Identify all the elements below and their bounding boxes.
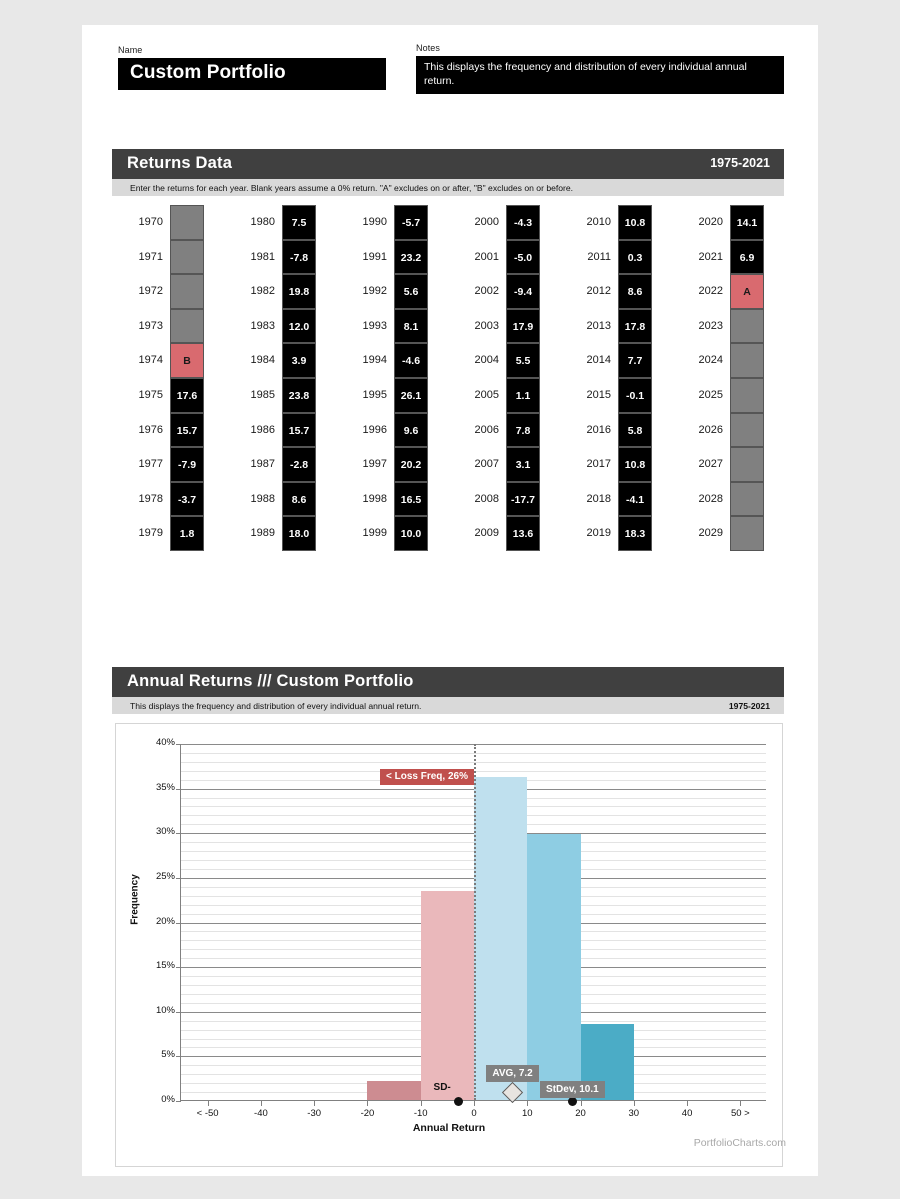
return-year-label: 2009	[474, 527, 499, 540]
returns-row	[230, 447, 330, 482]
returns-row	[678, 378, 778, 413]
return-year-label: 2020	[698, 216, 723, 228]
returns-row	[342, 309, 442, 344]
x-axis-tick-label: 20	[575, 1108, 586, 1119]
return-value-cell[interactable]: 8.1	[394, 309, 428, 344]
x-axis-tick-mark	[581, 1101, 582, 1106]
return-year-label: 2021	[698, 250, 723, 263]
returns-row	[230, 274, 330, 309]
return-year-label: 2001	[474, 250, 499, 263]
returns-column	[342, 205, 442, 551]
histogram-bar	[527, 834, 580, 1100]
returns-row	[678, 205, 778, 240]
return-year-label: 2026	[698, 423, 723, 436]
x-axis-tick-mark	[527, 1101, 528, 1106]
returns-row	[118, 343, 218, 378]
returns-row	[118, 482, 218, 517]
return-year-label: 1980	[250, 216, 275, 228]
return-year-label: 1994	[362, 354, 387, 367]
notes-label: Notes	[416, 43, 441, 53]
returns-row	[230, 482, 330, 517]
y-axis-tick-mark	[176, 833, 181, 834]
return-year-label: 1984	[250, 354, 275, 367]
return-year-label: 2003	[474, 319, 499, 332]
returns-row	[678, 274, 778, 309]
portfolio-name-input[interactable]: Custom Portfolio	[118, 58, 386, 90]
returns-instructions-text: Enter the returns for each year. Blank years assume a 0% return. "A" excludes on or after, "B" excludes on or before.	[130, 183, 574, 193]
return-value-cell[interactable]: 5.8	[618, 413, 652, 448]
return-year-label: 2019	[586, 527, 611, 540]
chart-plot-area	[155, 737, 766, 1119]
return-value-cell[interactable]	[170, 309, 204, 344]
return-value-cell[interactable]	[730, 447, 764, 482]
return-value-cell[interactable]	[170, 240, 204, 275]
return-year-label: 1973	[138, 319, 163, 332]
return-year-label: 2022	[698, 285, 723, 298]
returns-column	[118, 205, 218, 551]
return-year-label: 1985	[250, 388, 275, 401]
x-axis-tick-label: -40	[254, 1108, 268, 1119]
return-year-label: 1987	[250, 458, 275, 471]
returns-row	[678, 343, 778, 378]
x-axis-tick-mark	[687, 1101, 688, 1106]
returns-row	[566, 447, 666, 482]
return-value-cell[interactable]: 5.5	[506, 343, 540, 378]
return-year-label: 2004	[474, 354, 499, 367]
returns-data-title: Returns Data	[127, 154, 233, 172]
return-year-label: 1979	[138, 527, 163, 540]
return-value-cell[interactable]: 3.1	[506, 447, 540, 482]
returns-row	[118, 309, 218, 344]
return-year-label: 2023	[698, 319, 723, 332]
return-year-label: 1977	[138, 458, 163, 471]
return-value-cell[interactable]: 20.2	[394, 447, 428, 482]
returns-row	[342, 516, 442, 551]
annual-returns-range: 1975-2021	[728, 701, 770, 711]
x-axis-tick-label: 0	[471, 1108, 477, 1119]
return-year-label: 2006	[474, 423, 499, 436]
return-value-cell[interactable]: 18.3	[618, 516, 652, 551]
returns-row	[454, 309, 554, 344]
y-axis-tick-label: 10%	[155, 1004, 175, 1016]
return-year-label: 1974	[138, 354, 163, 367]
x-axis-tick-mark	[208, 1101, 209, 1106]
return-year-label: 1988	[250, 492, 275, 505]
y-axis-tick-label: 0%	[161, 1094, 175, 1105]
y-axis-tick-label: 40%	[155, 737, 175, 748]
return-value-cell[interactable]: A	[730, 274, 764, 309]
return-year-label: 1993	[362, 319, 387, 332]
return-year-label: 1998	[362, 492, 387, 505]
histogram-bar	[421, 891, 474, 1100]
returns-row	[118, 413, 218, 448]
return-value-cell[interactable]	[730, 309, 764, 344]
returns-row	[118, 274, 218, 309]
return-year-label: 2008	[474, 492, 499, 505]
return-year-label: 2000	[474, 216, 499, 228]
return-value-cell[interactable]	[730, 378, 764, 413]
returns-column	[566, 205, 666, 551]
y-axis-tick-label: 5%	[161, 1049, 175, 1061]
return-value-cell[interactable]: -2.8	[282, 447, 316, 482]
returns-data-header	[112, 149, 784, 179]
y-axis-tick-mark	[176, 744, 181, 745]
return-value-cell[interactable]: -4.1	[618, 482, 652, 517]
return-year-label: 1992	[362, 285, 387, 298]
y-axis-tick-mark	[176, 1056, 181, 1057]
returns-row	[230, 516, 330, 551]
returns-row	[342, 274, 442, 309]
return-year-label: 1991	[362, 250, 387, 263]
returns-row	[566, 240, 666, 275]
returns-row	[230, 413, 330, 448]
returns-row	[118, 516, 218, 551]
return-year-label: 2010	[586, 216, 611, 228]
return-year-label: 2007	[474, 458, 499, 471]
x-axis-tick-mark	[740, 1101, 741, 1106]
annotation-loss-freq: < Loss Freq, 26%	[380, 769, 474, 786]
y-axis-tick-mark	[176, 1012, 181, 1013]
x-axis-tick-label: 10	[521, 1108, 533, 1119]
returns-column	[230, 205, 330, 551]
return-value-cell[interactable]: -7.9	[170, 447, 204, 482]
annual-returns-subheader	[112, 697, 784, 714]
returns-row	[230, 309, 330, 344]
return-value-cell[interactable]: 17.8	[618, 309, 652, 344]
returns-row	[454, 447, 554, 482]
returns-row	[118, 378, 218, 413]
return-year-label: 1978	[138, 492, 163, 505]
returns-column	[454, 205, 554, 551]
return-value-cell[interactable]: 13.6	[506, 516, 540, 551]
return-year-label: 1972	[138, 285, 163, 298]
return-year-label: 2018	[586, 492, 611, 505]
x-axis-tick-label: -20	[360, 1108, 375, 1119]
y-axis-label: Frequency	[129, 874, 141, 925]
returns-row	[566, 516, 666, 551]
x-axis-tick-label: 50 >	[730, 1108, 750, 1119]
returns-row	[230, 343, 330, 378]
returns-row	[566, 482, 666, 517]
return-value-cell[interactable]: -5.7	[394, 205, 428, 240]
return-value-cell[interactable]: 23.8	[282, 378, 316, 413]
return-year-label: 2027	[698, 458, 723, 471]
return-year-label: 2012	[586, 285, 611, 298]
return-year-label: 2005	[474, 388, 499, 401]
return-value-cell[interactable]	[170, 274, 204, 309]
return-year-label: 2011	[587, 250, 611, 263]
returns-row	[454, 482, 554, 517]
return-value-cell[interactable]: 14.1	[730, 205, 764, 240]
returns-row	[118, 205, 218, 240]
site-footer: PortfolioCharts.com	[693, 1137, 786, 1149]
returns-row	[454, 205, 554, 240]
histogram-bar	[367, 1081, 420, 1100]
return-value-cell[interactable]	[170, 205, 204, 240]
returns-row	[230, 205, 330, 240]
return-value-cell[interactable]	[730, 482, 764, 517]
return-value-cell[interactable]: 7.8	[506, 413, 540, 448]
return-year-label: 2024	[698, 354, 723, 367]
zero-reference-line	[474, 744, 476, 1100]
return-value-cell[interactable]: -5.0	[506, 240, 540, 275]
return-year-label: 1975	[138, 388, 163, 401]
name-label: Name	[118, 45, 143, 55]
return-year-label: 1990	[362, 216, 387, 228]
returns-row	[230, 240, 330, 275]
y-axis-tick-label: 15%	[155, 960, 175, 972]
return-year-label: 1989	[250, 527, 275, 540]
x-axis-tick-label: 40	[681, 1108, 693, 1119]
return-year-label: 2013	[586, 319, 611, 332]
return-value-cell[interactable]: 8.6	[282, 482, 316, 517]
return-value-cell[interactable]: 12.0	[282, 309, 316, 344]
return-value-cell[interactable]: 26.1	[394, 378, 428, 413]
y-axis-tick-label: 30%	[155, 826, 175, 838]
returns-row	[118, 447, 218, 482]
return-year-label: 1983	[250, 319, 275, 332]
return-value-cell[interactable]: 18.0	[282, 516, 316, 551]
sd-minus-marker	[454, 1097, 463, 1106]
returns-row	[454, 343, 554, 378]
returns-row	[342, 343, 442, 378]
returns-row	[230, 378, 330, 413]
returns-row	[342, 378, 442, 413]
return-value-cell[interactable]: 10.0	[394, 516, 428, 551]
y-axis-tick-label: 35%	[155, 781, 175, 793]
return-year-label: 2017	[586, 458, 611, 471]
return-year-label: 2002	[474, 285, 499, 298]
returns-row	[678, 413, 778, 448]
return-year-label: 2025	[698, 388, 723, 401]
return-value-cell[interactable]: -7.8	[282, 240, 316, 275]
y-axis-tick-mark	[176, 789, 181, 790]
annotation-sd-minus: SD-	[433, 1082, 451, 1094]
x-axis-label: Annual Return	[412, 1122, 486, 1134]
return-value-cell[interactable]: 7.5	[282, 205, 316, 240]
return-value-cell[interactable]: 10.8	[618, 447, 652, 482]
annual-returns-subtitle: This displays the frequency and distribution of every individual annual return.	[130, 701, 422, 711]
returns-row	[678, 516, 778, 551]
y-axis-tick-mark	[176, 967, 181, 968]
returns-row	[454, 378, 554, 413]
y-axis-tick-mark	[176, 1101, 181, 1102]
returns-row	[454, 240, 554, 275]
y-axis-tick-label: 25%	[155, 870, 175, 882]
return-value-cell[interactable]: 3.9	[282, 343, 316, 378]
return-value-cell[interactable]: 16.5	[394, 482, 428, 517]
x-axis-tick-mark	[421, 1101, 422, 1106]
return-year-label: 1970	[138, 216, 163, 228]
histogram-chart-card	[115, 723, 783, 1167]
return-value-cell[interactable]: -17.7	[506, 482, 540, 517]
returns-row	[454, 516, 554, 551]
x-axis-tick-label: -10	[413, 1108, 428, 1119]
returns-data-range: 1975-2021	[710, 156, 770, 170]
return-value-cell[interactable]: 15.7	[282, 413, 316, 448]
return-year-label: 2015	[586, 388, 611, 401]
returns-row	[678, 240, 778, 275]
return-year-label: 1999	[362, 527, 387, 540]
x-axis-tick-mark	[474, 1101, 475, 1106]
return-value-cell[interactable]: -3.7	[170, 482, 204, 517]
return-value-cell[interactable]: 7.7	[618, 343, 652, 378]
returns-row	[566, 205, 666, 240]
returns-row	[566, 378, 666, 413]
return-value-cell[interactable]: 0.3	[618, 240, 652, 275]
annual-returns-header	[112, 667, 784, 697]
return-value-cell[interactable]: 9.6	[394, 413, 428, 448]
x-axis-tick-label: 30	[628, 1108, 640, 1119]
x-axis-tick-mark	[261, 1101, 262, 1106]
returns-row	[342, 205, 442, 240]
x-axis-tick-mark	[634, 1101, 635, 1106]
y-axis-tick-label: 20%	[155, 915, 175, 927]
return-value-cell[interactable]: 5.6	[394, 274, 428, 309]
return-value-cell[interactable]: 17.9	[506, 309, 540, 344]
return-value-cell[interactable]: 1.8	[170, 516, 204, 551]
return-year-label: 1986	[250, 423, 275, 436]
annotation-stdev: StDev, 10.1	[540, 1081, 605, 1098]
return-year-label: 2028	[698, 492, 723, 505]
return-value-cell[interactable]: B	[170, 343, 204, 378]
returns-row	[566, 343, 666, 378]
returns-data-grid	[118, 205, 778, 560]
return-value-cell[interactable]	[730, 343, 764, 378]
returns-column	[678, 205, 778, 551]
y-axis-tick-mark	[176, 878, 181, 879]
return-value-cell[interactable]: -4.6	[394, 343, 428, 378]
return-year-label: 1995	[362, 388, 387, 401]
returns-row	[566, 413, 666, 448]
y-axis-tick-mark	[176, 923, 181, 924]
returns-row	[678, 447, 778, 482]
return-value-cell[interactable]: -4.3	[506, 205, 540, 240]
return-year-label: 2029	[698, 527, 723, 540]
notes-input[interactable]: This displays the frequency and distribution of every individual annual return.	[416, 56, 784, 94]
x-axis-tick-mark	[367, 1101, 368, 1106]
returns-row	[454, 413, 554, 448]
returns-row	[118, 240, 218, 275]
return-year-label: 2016	[586, 423, 611, 436]
return-value-cell[interactable]: 19.8	[282, 274, 316, 309]
returns-row	[454, 274, 554, 309]
returns-row	[566, 274, 666, 309]
annual-returns-title: Annual Returns /// Custom Portfolio	[127, 672, 414, 690]
return-value-cell[interactable]: -0.1	[618, 378, 652, 413]
return-value-cell[interactable]: 8.6	[618, 274, 652, 309]
returns-row	[342, 447, 442, 482]
worksheet-page	[82, 25, 818, 1176]
returns-row	[342, 240, 442, 275]
annotation-avg: AVG, 7.2	[486, 1065, 538, 1082]
returns-data-instructions	[112, 179, 784, 196]
return-year-label: 1981	[250, 250, 275, 263]
returns-row	[678, 482, 778, 517]
return-value-cell[interactable]	[730, 516, 764, 551]
return-year-label: 1976	[138, 423, 163, 436]
returns-row	[342, 413, 442, 448]
return-value-cell[interactable]: 10.8	[618, 205, 652, 240]
return-value-cell[interactable]	[730, 413, 764, 448]
return-year-label: 2014	[586, 354, 611, 367]
x-axis-tick-label: -30	[307, 1108, 322, 1119]
return-value-cell[interactable]: 1.1	[506, 378, 540, 413]
x-axis-tick-mark	[314, 1101, 315, 1106]
x-axis-tick-label: < -50	[196, 1108, 219, 1119]
return-value-cell[interactable]: -9.4	[506, 274, 540, 309]
returns-row	[342, 482, 442, 517]
return-value-cell[interactable]: 23.2	[394, 240, 428, 275]
return-value-cell[interactable]: 6.9	[730, 240, 764, 275]
histogram-bar	[474, 777, 527, 1100]
returns-row	[678, 309, 778, 344]
return-year-label: 1982	[250, 285, 275, 298]
return-value-cell[interactable]: 17.6	[170, 378, 204, 413]
return-year-label: 1971	[138, 250, 163, 263]
return-value-cell[interactable]: 15.7	[170, 413, 204, 448]
returns-row	[566, 309, 666, 344]
return-year-label: 1997	[362, 458, 387, 471]
return-year-label: 1996	[362, 423, 387, 436]
